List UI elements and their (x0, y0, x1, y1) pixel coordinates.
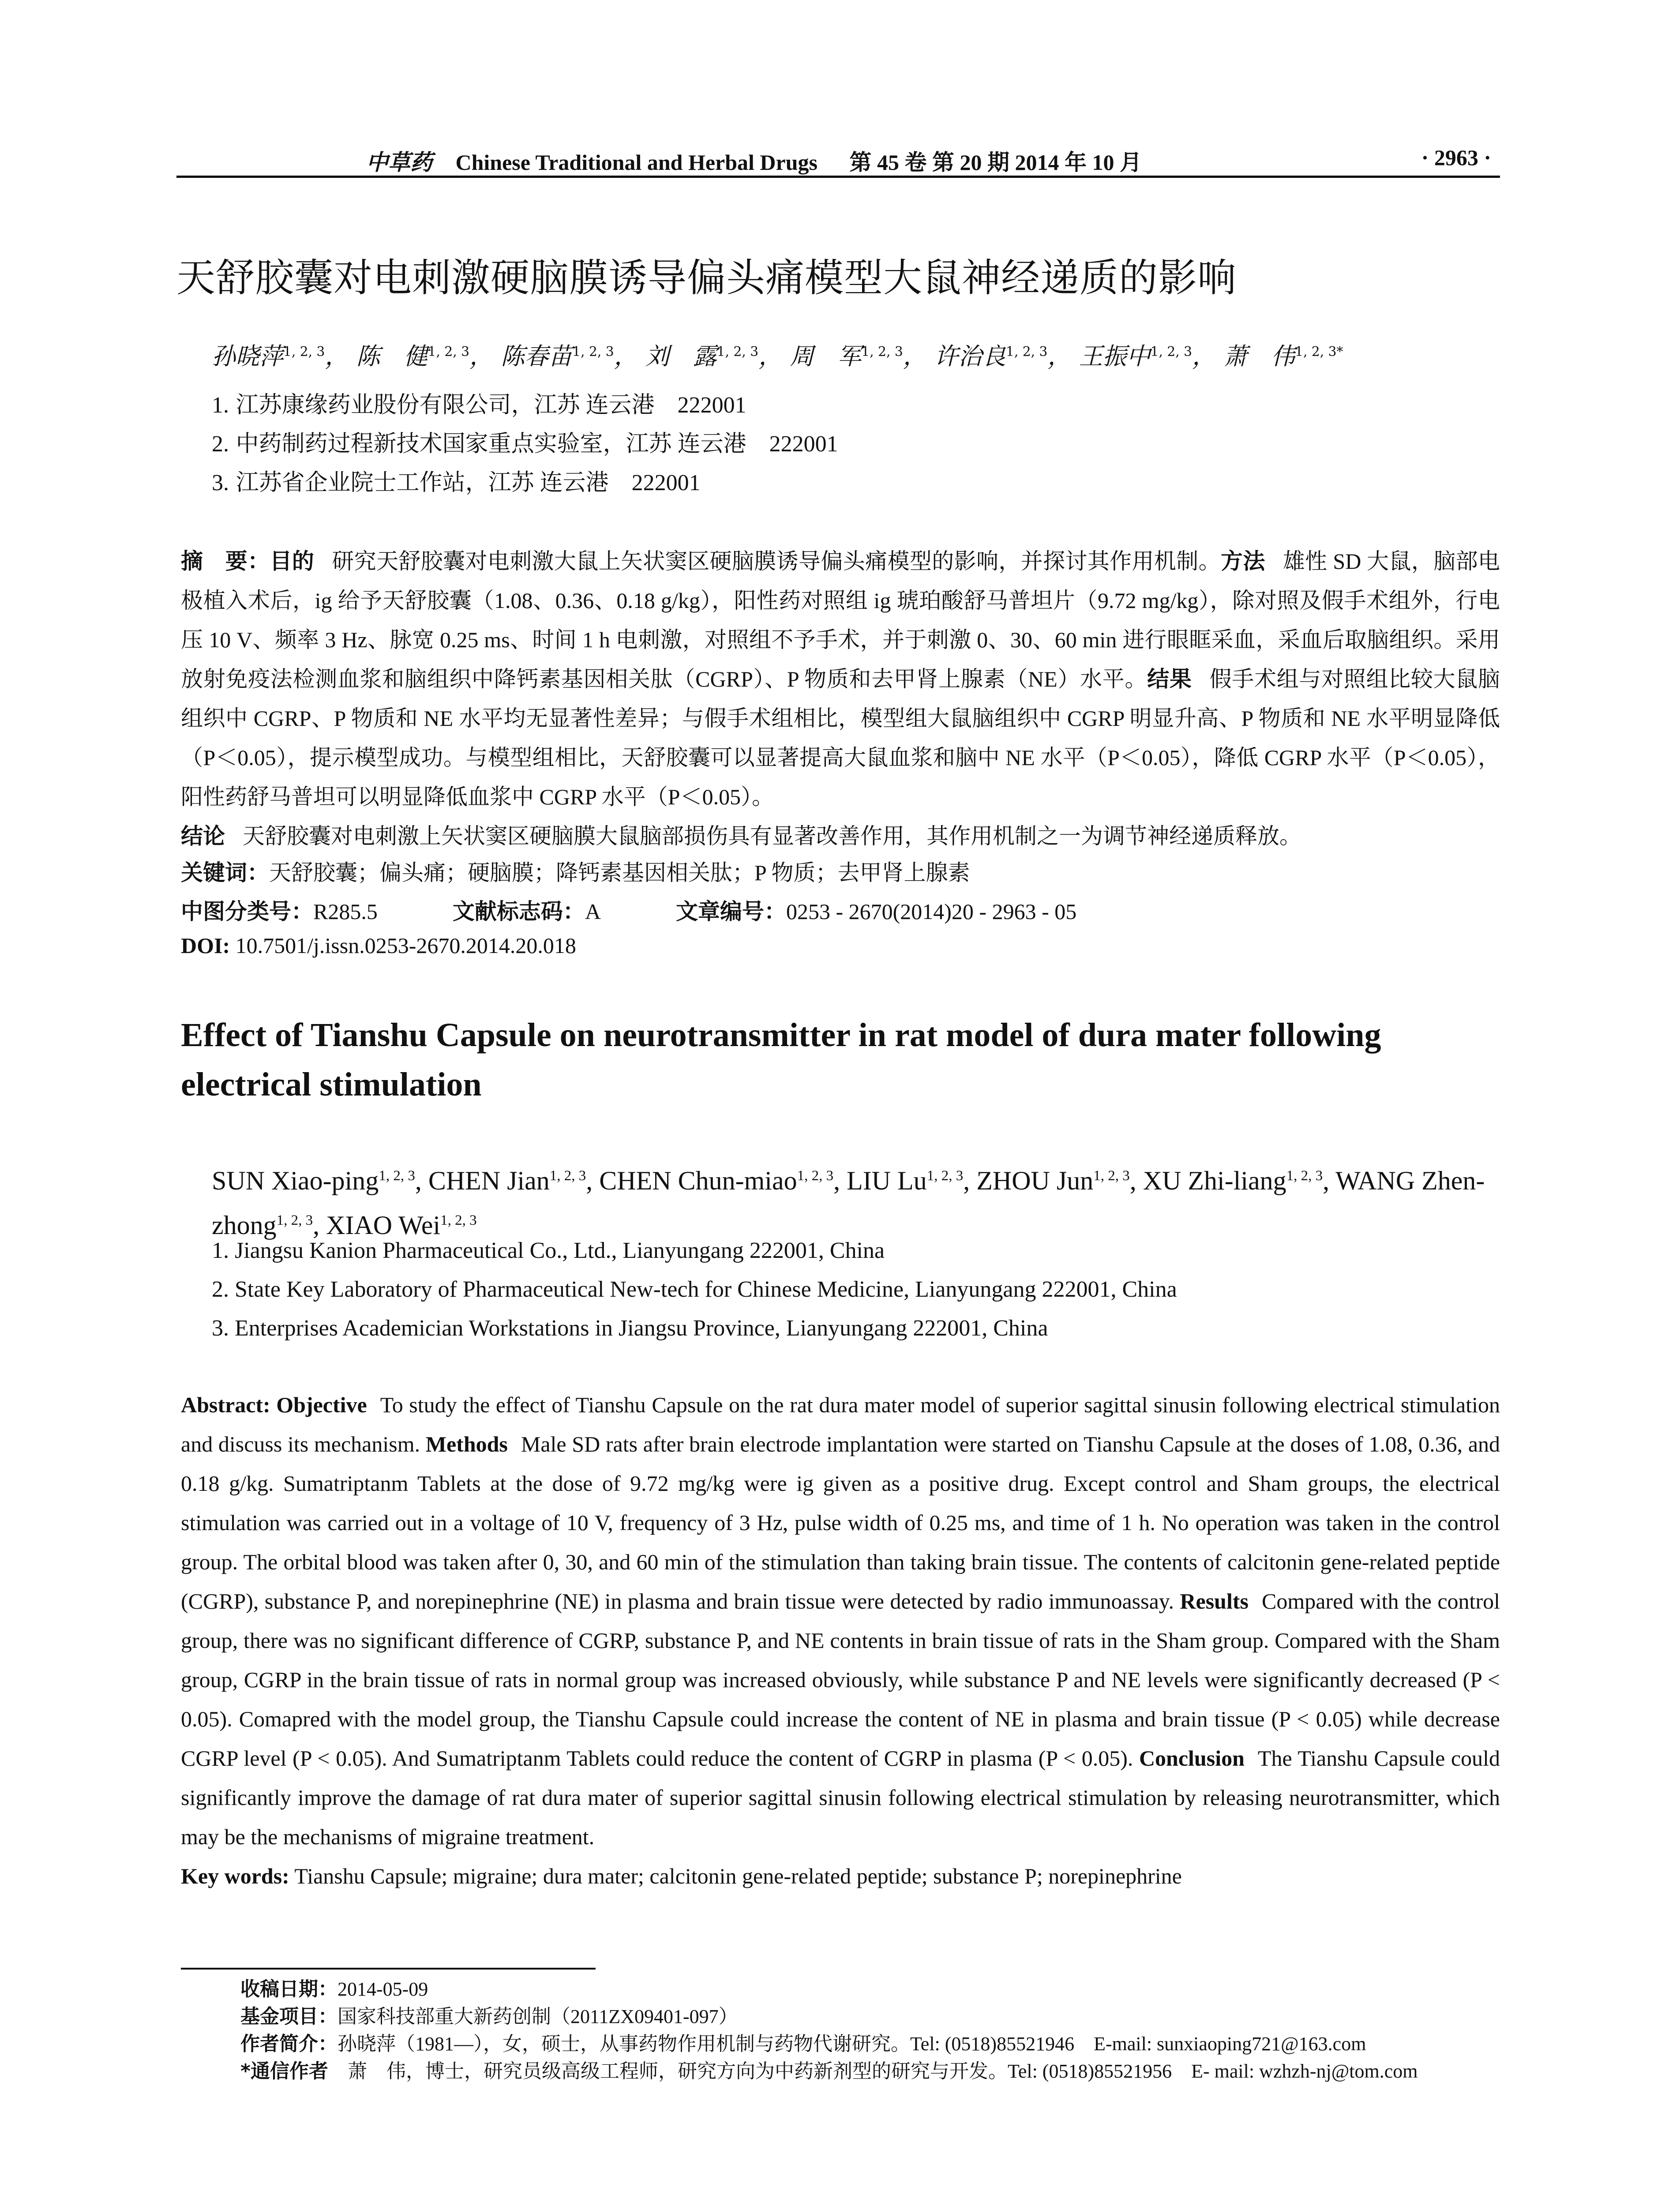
author-affiliation-sup: 1, 2, 3 (428, 344, 470, 360)
journal-info (366, 145, 1142, 176)
results-label: Results (1180, 1589, 1249, 1613)
page-number: · 2963 · (1421, 145, 1491, 170)
keywords-text: 天舒胶囊；偏头痛；硬脑膜；降钙素基因相关肽；P 物质；去甲肾上腺素 (269, 860, 970, 885)
author-affiliation-sup: 1, 2, 3 (797, 1168, 834, 1184)
affiliation-number: 2. (212, 431, 229, 457)
chinese-author-list: 孙晓萍$^{1, 2, 3}$， 陈 健$^{1, 2, 3}$， 陈春苗$^{1, 2, 3}$， 刘 露$^{1, 2, 3}$， 周 军$^{1, 2, 3}$， 许治良$^{1, 2, 3}$， 王振中$^{1, 2, 3}$， 萧 伟$^{1, 2, 3*}$ (212, 342, 1343, 370)
author-affiliation-sup: 1, 2, 3 (1286, 1168, 1323, 1184)
english-author-list: SUN Xiao-ping$^{1, 2, 3}$, CHEN Jian$^{1, 2, 3}$, CHEN Chun-miao$^{1, 2, 3}$, LIU Lu$^{1, 2, 3}$, ZHOU Jun$^{1, 2, 3}$, XU Zhi-liang$^{1, 2, 3}$, WANG Zhen-zhong$^{1, 2, 3}$, XIAO Wei$^{1, 2, 3}$ (212, 1166, 1485, 1240)
conclusion-label: Conclusion (1139, 1746, 1245, 1771)
author-affiliation-sup: 1, 2, 3 (276, 1212, 313, 1228)
article-number-label: 文章编号： (675, 899, 786, 924)
affiliation-text: 江苏省企业院士工作站，江苏 连云港 222001 (236, 470, 701, 495)
corresponding-value: 萧 伟，博士，研究员级高级工程师，研究方向为中药新剂型的研究与开发。Tel: (0518)85521956 E- mail: wzhzh-nj@tom.com (348, 2060, 1418, 2082)
author-name: CHEN Chun-miao (599, 1166, 797, 1195)
objective-text: To study the effect of Tianshu Capsule on the rat dura mater model of superior sagittal sinusin following electrical stimulation and discuss its mechanism. (181, 1392, 1500, 1456)
affiliation-text: 江苏康缘药业股份有限公司，江苏 连云港 222001 (236, 393, 746, 418)
author-affiliation-sup: 1, 2, 3 (1093, 1168, 1130, 1184)
chinese-affiliation-3 (212, 464, 701, 497)
chinese-affiliation-2 (212, 425, 838, 458)
author-affiliation-sup: 1, 2, 3* (1295, 344, 1343, 360)
footnote-divider (181, 1968, 596, 1970)
affiliation-number: 3. (212, 470, 229, 495)
english-affiliation-2: 2. State Key Laboratory of Pharmaceutical New-tech for Chinese Medicine, Lianyungang 222001, China (212, 1277, 1177, 1302)
conclusion-text: The Tianshu Capsule could significantly improve the damage of rat dura mater of superior sagittal sinusin following electrical stimulation by releasing neurotransmitter, which may be the mechanisms of migraine treatment. (181, 1746, 1500, 1849)
running-header (176, 140, 1500, 178)
objective-label: Objective (276, 1392, 367, 1417)
english-title: Effect of Tianshu Capsule on neurotransmitter in rat model of dura mater following electrical stimulation (181, 1017, 1381, 1103)
article-number-value: 0253 - 2670(2014)20 - 2963 - 05 (786, 899, 1077, 924)
corresponding-label: *通信作者 (240, 2060, 329, 2082)
affiliation-text: 中药制药过程新技术国家重点实验室，江苏 连云港 222001 (236, 431, 838, 457)
author-name: ZHOU Jun (976, 1166, 1094, 1195)
doi-line (181, 933, 576, 958)
author-name: 周 军 (790, 342, 862, 370)
author-affiliation-sup: 1, 2, 3 (1150, 344, 1192, 360)
chinese-abstract (181, 542, 1500, 856)
author-name: WANG Zhen-zhong (212, 1166, 1485, 1240)
keywords-label: 关键词： (181, 860, 269, 885)
results-label: 结果 (1147, 666, 1192, 692)
chinese-keywords (181, 855, 970, 887)
author-name: 陈 健 (356, 342, 428, 370)
author-affiliation-sup: 1, 2, 3 (926, 1168, 964, 1184)
abstract-label: Abstract: (181, 1392, 270, 1417)
corresponding-author (240, 2058, 1520, 2085)
conclusion-text: 天舒胶囊对电刺激上矢状窦区硬脑膜大鼠脑部损伤具有显著改善作用，其作用机制之一为调节神经递质释放。 (243, 824, 1301, 848)
document-code-value: A (585, 899, 601, 924)
author-name: 孙晓萍 (212, 342, 283, 370)
footnotes (240, 1976, 1520, 2085)
classification-line (181, 894, 1076, 926)
author-affiliation-sup: 1, 2, 3 (283, 344, 325, 360)
journal-name-cn: 中草药 (366, 149, 432, 175)
objective-text: 研究天舒胶囊对电刺激大鼠上矢状窦区硬脑膜诱导偏头痛模型的影响，并探讨其作用机制。 (332, 549, 1221, 574)
journal-name-en: Chinese Traditional and Herbal Drugs (455, 150, 818, 175)
clc-value: R285.5 (313, 899, 378, 924)
author-bio (240, 2030, 1520, 2058)
author-affiliation-sup: 1, 2, 3 (572, 344, 614, 360)
methods-text: Male SD rats after brain electrode implantation were started on Tianshu Capsule at the doses of 1.08, 0.36, and 0.18 g/kg. Sumatriptanm Tablets at the dose of 9.72 mg/kg were ig given as a positive drug. Except control and Sham groups, the electrical stimulation was carried out in a voltage of 10 V, frequency of 3 Hz, pulse width of 0.25 ms, and time of 1 h. No operation was taken in the control group. The orbital blood was taken after 0, 30, and 60 min of the stimulation than taking brain tissue. The contents of calcitonin gene-related peptide (CGRP), substance P, and norepinephrine (NE) in plasma and brain tissue were detected by radio immunoassay. (181, 1432, 1500, 1613)
doi-label: DOI: (181, 933, 230, 958)
abstract-label: 摘 要： (181, 548, 270, 574)
author-name: XU Zhi-liang (1143, 1166, 1286, 1195)
objective-label: 目的 (270, 548, 315, 574)
author-name: CHEN Jian (428, 1166, 550, 1195)
results-text: Compared with the control group, there was no significant difference of CGRP, substance P, and NE contents in brain tissue of rats in the Sham group. Compared with the Sham group, CGRP in the brain tissue of rats in normal group was increased obviously, while substance P and NE levels were significantly decreased (P < 0.05). Comapred with the model group, the Tianshu Capsule could increase the content of NE in plasma and brain tissue (P < 0.05) while decrease CGRP level (P < 0.05). And Sumatriptanm Tablets could reduce the content of CGRP in plasma (P < 0.05). (181, 1589, 1500, 1771)
author-name: 陈春苗 (501, 342, 573, 370)
received-date (240, 1976, 1520, 2003)
author-affiliation-sup: 1, 2, 3 (1005, 344, 1048, 360)
methods-label: Methods (425, 1432, 508, 1456)
author-name: LIU Lu (847, 1166, 927, 1195)
author-name: 刘 露 (645, 342, 717, 370)
author-name: 许治良 (934, 342, 1006, 370)
author-affiliation-sup: 1, 2, 3 (549, 1168, 586, 1184)
fund-value: 国家科技部重大新药创制（2011ZX09401-097） (338, 2006, 738, 2027)
methods-label: 方法 (1221, 548, 1265, 574)
affiliation-number: 1. (212, 393, 229, 418)
english-affiliation-1: 1. Jiangsu Kanion Pharmaceutical Co., Ltd., Lianyungang 222001, China (212, 1238, 885, 1263)
fund-info (240, 2003, 1520, 2030)
author-name: SUN Xiao-ping (212, 1166, 379, 1195)
methods-text: 雄性 SD 大鼠，脑部电极植入术后，ig 给予天舒胶囊（1.08、0.36、0.18 g/kg），阳性药对照组 ig 琥珀酸舒马普坦片（9.72 mg/kg），除对照及假手术组外，行电压 10 V、频率 3 Hz、脉宽 0.25 ms、时间 1 h 电刺激，对照组不予手术，并于刺激 0、30、60 min 进行眼眶采血，采血后取脑组织。采用放射免疫法检测血浆和脑组织中降钙素基因相关肽（CGRP）、P 物质和去甲肾上腺素（NE）水平。 (181, 549, 1500, 691)
author-name: 王振中 (1079, 342, 1151, 370)
doi-link[interactable]: 10.7501/j.issn.0253-2670.2014.20.018 (235, 933, 576, 958)
keywords-label: Key words: (181, 1864, 289, 1888)
english-abstract (181, 1385, 1500, 1896)
author-affiliation-sup: 1, 2, 3 (716, 344, 759, 360)
english-affiliation-3: 3. Enterprises Academician Workstations in Jiangsu Province, Lianyungang 222001, China (212, 1316, 1048, 1341)
keywords-text: Tianshu Capsule; migraine; dura mater; calcitonin gene-related peptide; substance P; norepinephrine (294, 1864, 1182, 1888)
chinese-title: 天舒胶囊对电刺激硬脑膜诱导偏头痛模型大鼠神经递质的影响 (176, 255, 1237, 300)
clc-label: 中图分类号： (181, 899, 313, 924)
conclusion-label: 结论 (181, 823, 225, 849)
author-affiliation-sup: 1, 2, 3 (440, 1212, 477, 1228)
fund-label: 基金项目： (240, 2005, 338, 2028)
chinese-affiliation-1 (212, 386, 746, 419)
author-bio-label: 作者简介： (240, 2033, 338, 2055)
issue-info: 第 45 卷 第 20 期 2014 年 10 月 (849, 150, 1142, 175)
author-affiliation-sup: 1, 2, 3 (861, 344, 903, 360)
author-name: XIAO Wei (326, 1211, 441, 1240)
author-name: 萧 伟 (1223, 342, 1295, 370)
author-bio-value: 孙晓萍（1981—），女，硕士，从事药物作用机制与药物代谢研究。Tel: (0518)85521946 E-mail: sunxiaoping721@163.com (338, 2033, 1366, 2055)
received-label: 收稿日期： (240, 1978, 338, 2000)
author-affiliation-sup: 1, 2, 3 (379, 1168, 415, 1184)
received-value: 2014-05-09 (338, 1978, 428, 2000)
results-text: 假手术组与对照组比较大鼠脑组织中 CGRP、P 物质和 NE 水平均无显著性差异；与假手术组相比，模型组大鼠脑组织中 CGRP 明显升高、P 物质和 NE 水平明显降低（P＜0.05），提示模型成功。与模型组相比，天舒胶囊可以显著提高大鼠血浆和脑中 NE 水平（P＜0.05），降低 CGRP 水平（P＜0.05），阳性药舒马普坦可以明显降低血浆中 CGRP 水平（P＜0.05）。 (181, 667, 1500, 809)
document-code-label: 文献标志码： (452, 899, 585, 924)
